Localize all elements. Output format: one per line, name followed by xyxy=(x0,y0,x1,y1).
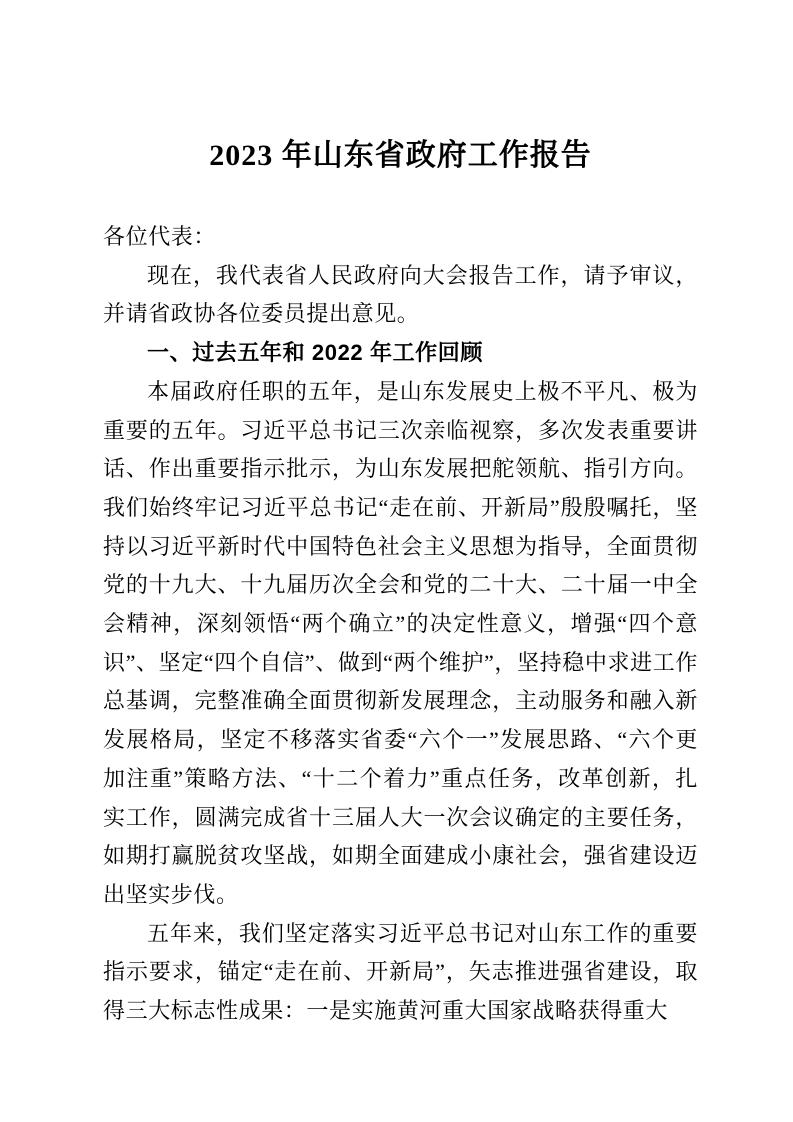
paragraph-five-year-review: 本届政府任职的五年，是山东发展史上极不平凡、极为重要的五年。习近平总书记三次亲临视察，多次发表重要讲话、作出重要指示批示，为山东发展把舵领航、指引方向。我们始终牢记习近平总书记“走在前、开新局”殷殷嘱托，坚持以习近平新时代中国特色社会主义思想为指导，全面贯彻党的十九大、十九届历次全会和党的二十大、二十届一中全会精神，深刻领悟“两个确立”的决定性意义，增强“四个意识”、坚定“四个自信”、做到“两个维护”，坚持稳中求进工作总基调，完整准确全面贯彻新发展理念，主动服务和融入新发展格局，坚定不移落实省委“六个一”发展思路、“六个更加注重”策略方法、“十二个着力”重点任务，改革创新，扎实工作，圆满完成省十三届人大一次会议确定的主要任务，如期打赢脱贫攻坚战，如期全面建成小康社会，强省建设迈出坚实步伐。 xyxy=(103,378,698,907)
paragraph-opening: 现在，我代表省人民政府向大会报告工作，请予审议，并请省政协各位委员提出意见。 xyxy=(103,262,698,327)
section-heading-review: 一、过去五年和 2022 年工作回顾 xyxy=(147,340,483,366)
paragraph-landmark-achievements: 五年来，我们坚定落实习近平总书记对山东工作的重要指示要求，锚定“走在前、开新局”，矢志推进强省建设，取得三大标志性成果：一是实施黄河重大国家战略获得重大 xyxy=(103,920,698,1024)
salutation-line: 各位代表： xyxy=(103,224,217,249)
document-title: 2023 年山东省政府工作报告 xyxy=(209,139,592,172)
